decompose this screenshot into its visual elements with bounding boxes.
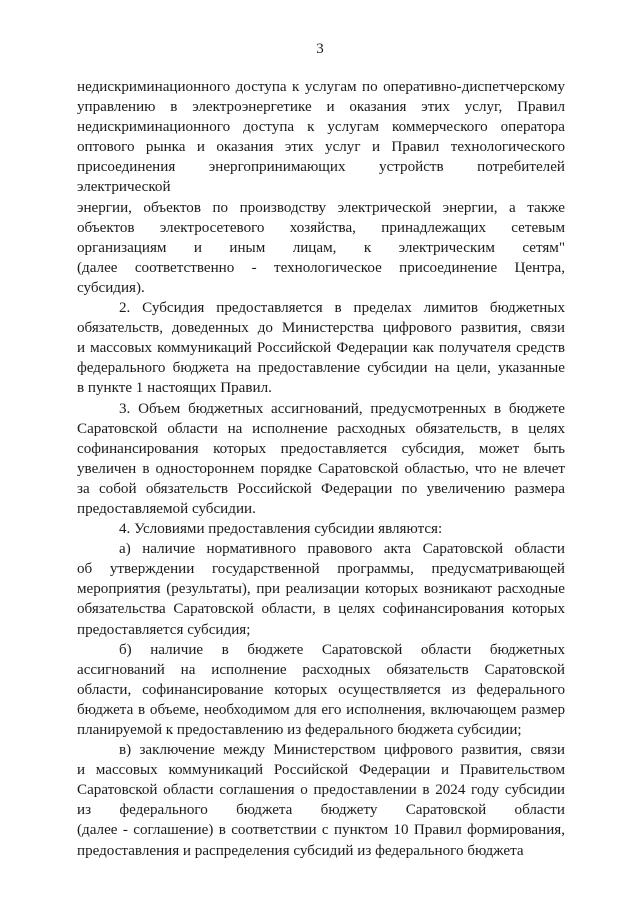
paragraph-2-line: обязательств, доведенных до Министерства цифрового развития, связи <box>77 320 565 337</box>
paragraph-3-line: 3. Объем бюджетных ассигнований, предусмотренных в бюджете <box>119 400 565 417</box>
paragraph-1-line: объектов электросетевого хозяйства, принадлежащих сетевым <box>77 219 565 236</box>
paragraph-6-line: бюджета в объеме, необходимом для его исполнения, включающем размер <box>77 701 565 718</box>
paragraph-1-line: (далее соответственно - технологическое присоединение Центра, <box>77 259 565 276</box>
paragraph-1-line: субсидия). <box>77 279 145 296</box>
paragraph-7-line: из федерального бюджета бюджету Саратовской области <box>77 802 565 819</box>
paragraph-6-line: планируемой к предоставлению из федерального бюджета субсидии; <box>77 722 522 738</box>
paragraph-3-line: Саратовской области на исполнение расходных обязательств, в целях <box>77 420 565 437</box>
paragraph-5-line: мероприятия (результаты), при реализации которых возникают расходные <box>77 581 565 598</box>
paragraph-5-line: об утверждении государственной программы, предусматривающей <box>77 561 565 578</box>
paragraph-1-line: недискриминационного доступа к услугам по оперативно-диспетчерскому <box>77 79 565 95</box>
paragraph-1-line: организациям и иным лицам, к электрическим сетям" <box>77 239 565 256</box>
paragraph-6-line: б) наличие в бюджете Саратовской области бюджетных <box>119 641 565 658</box>
paragraph-1-line: оптового рынка и оказания этих услуг и Правил технологического <box>77 139 565 156</box>
paragraph-1-line: присоединения энергопринимающих устройств потребителей электрической <box>77 159 565 196</box>
paragraph-7-line: предоставления и распределения субсидий из федерального бюджета <box>77 842 524 859</box>
paragraph-5-line: предоставляется субсидия; <box>77 621 251 638</box>
paragraph-1-line: энергии, объектов по производству электрической энергии, а также <box>77 199 565 216</box>
paragraph-6-line: области, софинансирование которых осуществляется из федерального <box>77 681 565 698</box>
paragraph-3-line: за собой обязательств Российской Федерации по увеличению размера <box>77 480 565 497</box>
paragraph-5-line: обязательства Саратовской области, в целях софинансирования которых <box>77 601 565 618</box>
paragraph-3-line: увеличен в одностороннем порядке Саратовской областью, что не влечет <box>77 460 565 477</box>
paragraph-2-line: в пункте 1 настоящих Правил. <box>77 380 272 397</box>
paragraph-7-line: и массовых коммуникаций Российской Федерации и Правительством <box>77 762 565 779</box>
paragraph-7-line: в) заключение между Министерством цифрового развития, связи <box>119 742 565 759</box>
paragraph-6-line: ассигнований на исполнение расходных обязательств Саратовской <box>77 661 565 678</box>
paragraph-7-line: Саратовской области соглашения о предоставлении в 2024 году субсидии <box>77 782 565 799</box>
paragraph-3-line: предоставляемой субсидии. <box>77 500 256 517</box>
paragraph-1-line: недискриминационного доступа к услугам коммерческого оператора <box>77 119 565 136</box>
paragraph-3-line: софинансирования которых предоставляется субсидия, может быть <box>77 440 565 457</box>
paragraph-1-line: управлению в электроэнергетике и оказания этих услуг, Правил <box>77 99 565 116</box>
paragraph-4-line: 4. Условиями предоставления субсидии являются: <box>119 521 443 538</box>
paragraph-2-line: 2. Субсидия предоставляется в пределах лимитов бюджетных <box>119 300 565 317</box>
paragraph-2-line: и массовых коммуникаций Российской Федерации как получателя средств <box>77 340 565 357</box>
paragraph-5-line: а) наличие нормативного правового акта Саратовской области <box>119 541 565 558</box>
page-number: 3 <box>316 41 324 57</box>
paragraph-7-line: (далее - соглашение) в соответствии с пунктом 10 Правил формирования, <box>77 822 565 839</box>
document-text <box>77 77 565 861</box>
paragraph-2-line: федерального бюджета на предоставление субсидии на цели, указанные <box>77 360 565 377</box>
